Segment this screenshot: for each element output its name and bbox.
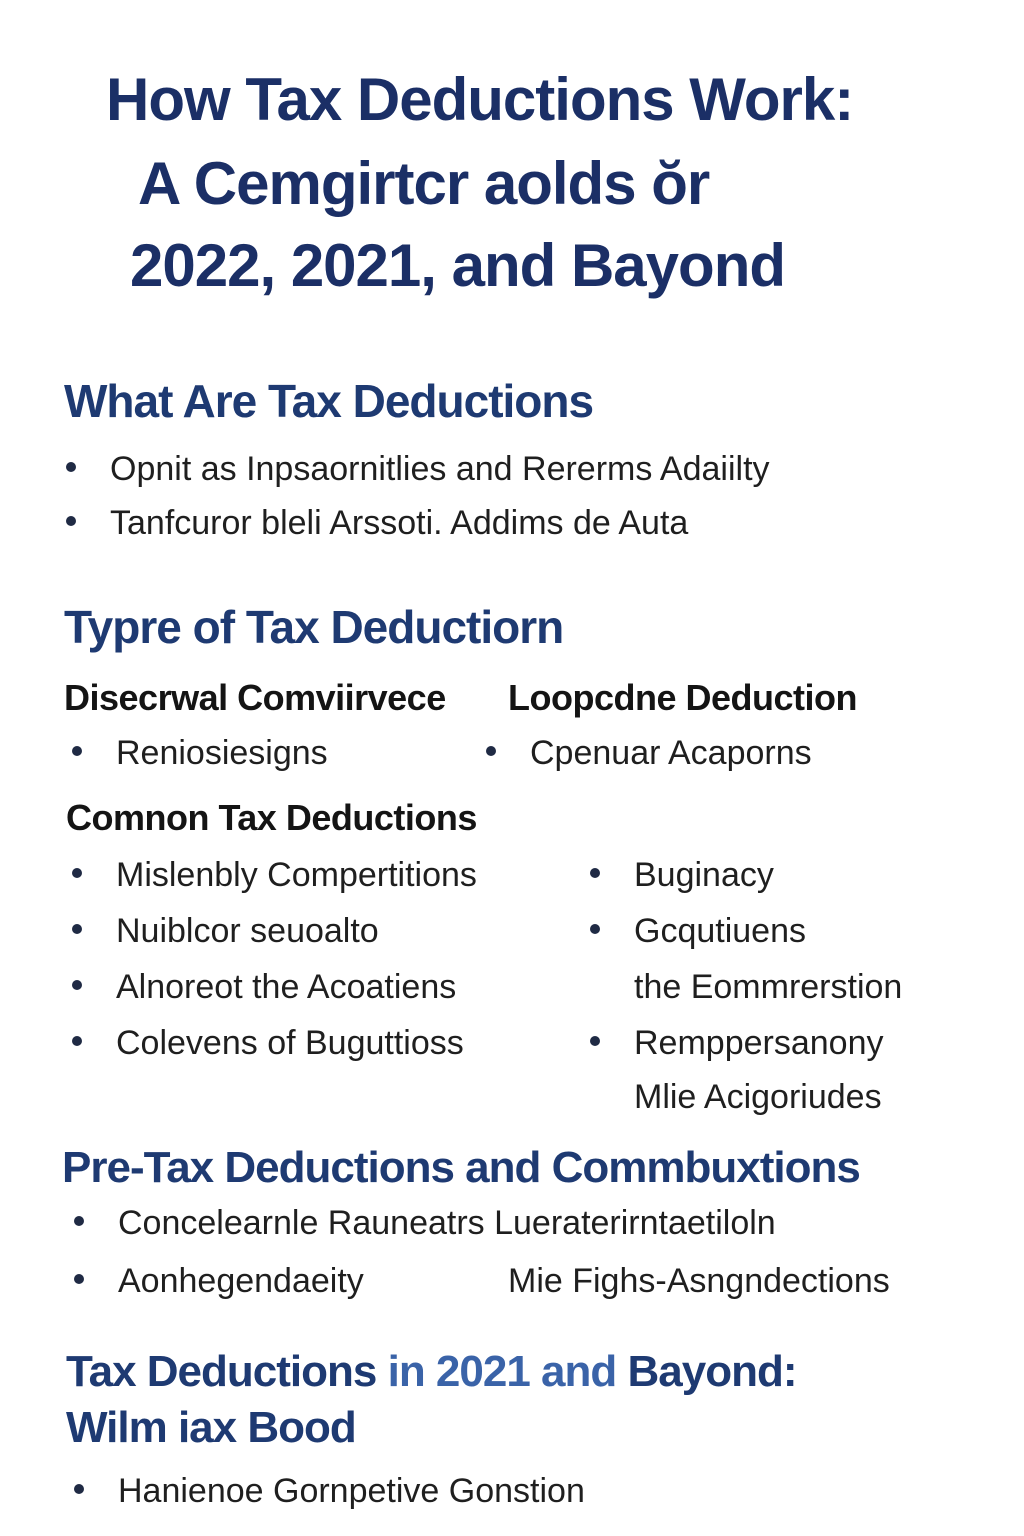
bullet-icon [72, 1036, 82, 1046]
list-item-text: Mislenbly Compertitions [116, 856, 477, 894]
subheading-left: Disecrwal Comviirvece [64, 677, 446, 718]
bullet-icon [74, 1216, 84, 1226]
list-item-continuation: the Eommrerstion [634, 968, 903, 1006]
section-heading-2021 [66, 1347, 797, 1396]
subheading-right: Loopcdne Deduction [508, 677, 857, 718]
bullet-icon [590, 868, 600, 878]
list-item-text: Cpenuar Acaporns [530, 734, 812, 772]
list-item-text: Hanienoe Gornpetive Gonstion [118, 1472, 585, 1510]
list-item-text: Opnit as Inpsaornitlies and Rererms Adaiilty [110, 450, 770, 488]
bullet-icon [74, 1484, 84, 1494]
list-item-text: Remppersanony [634, 1024, 884, 1062]
bullet-icon [72, 746, 82, 756]
bullet-icon [66, 462, 76, 472]
list-item-text: Gcqutiuens [634, 912, 806, 950]
title-line-3: 2022, 2021, and Bayond [130, 232, 785, 299]
list-item-text: Alnoreot the Acoatiens [116, 968, 457, 1006]
heading-part-2: in 2021 and [387, 1347, 617, 1396]
list-item-text: Aonhegendaeity [118, 1262, 364, 1300]
list-item [590, 858, 774, 892]
list-item [72, 858, 477, 892]
heading-part-1: Tax Deductions [66, 1347, 377, 1396]
list-item [72, 1026, 464, 1060]
section-heading-types: Typre of Tax Deductiorn [64, 601, 564, 653]
list-item-text: Buginacy [634, 856, 774, 894]
list-item [74, 1474, 585, 1508]
section-heading-2021-line2: Wilm iax Bood [66, 1403, 356, 1452]
list-item [486, 736, 812, 770]
list-item-right-text: Mie Fighs-Asngndections [508, 1262, 890, 1300]
section-heading-pretax: Pre-Tax Deductions and Commbuxtions [62, 1143, 860, 1192]
list-item-text: Concelearnle Rauneatrs Lueraterirntaetiloln [118, 1204, 776, 1242]
bullet-icon [74, 1274, 84, 1284]
list-item [590, 914, 806, 948]
list-item-text: Nuiblcor seuoalto [116, 912, 379, 950]
title-line-2: A Cemgirtcr aolds ŏr [138, 150, 710, 217]
bullet-icon [590, 924, 600, 934]
bullet-icon [72, 868, 82, 878]
list-item-continuation: Mlie Acigoriudes [634, 1078, 882, 1116]
list-item-text: Reniosiesigns [116, 734, 328, 772]
list-item [72, 914, 379, 948]
list-item [74, 1264, 364, 1298]
list-item [590, 1026, 883, 1060]
bullet-icon [72, 924, 82, 934]
list-item [66, 506, 688, 540]
list-item [72, 736, 328, 770]
list-item [66, 452, 770, 486]
list-item [74, 1206, 776, 1240]
bullet-icon [486, 746, 496, 756]
title-line-1: How Tax Deductions Work: [106, 66, 854, 133]
section-heading-common: Comnon Tax Deductions [66, 797, 477, 838]
list-item-text: Colevens of Buguttioss [116, 1024, 464, 1062]
list-item [72, 970, 456, 1004]
heading-part-3: Bayond: [627, 1347, 797, 1396]
bullet-icon [72, 980, 82, 990]
bullet-icon [66, 516, 76, 526]
section-heading-what: What Are Tax Deductions [64, 375, 594, 427]
list-item-text: Tanfcuror bleli Arssoti. Addims de Auta [110, 504, 689, 542]
bullet-icon [590, 1036, 600, 1046]
